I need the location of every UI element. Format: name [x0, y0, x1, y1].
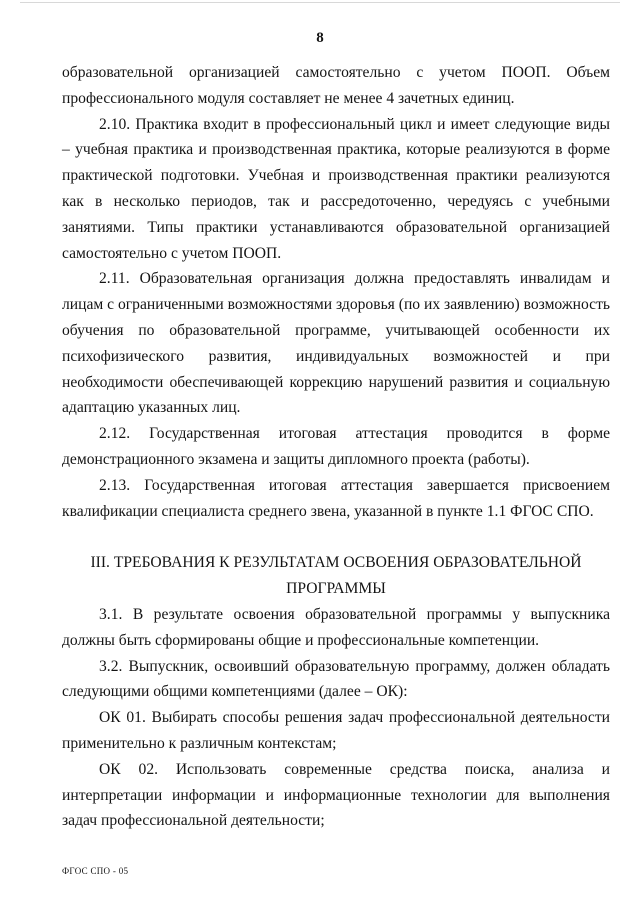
paragraph-continuation: образовательной организацией самостоятельно с учетом ПООП. Объем профессионального модуля составляет не менее 4 зачетных единиц. [62, 64, 610, 107]
section-heading: III. ТРЕБОВАНИЯ К РЕЗУЛЬТАТАМ ОСВОЕНИЯ ОБРАЗОВАТЕЛЬНОЙ ПРОГРАММЫ [90, 554, 582, 598]
paragraph-2-12: 2.12. Государственная итоговая аттестация проводится в форме демонстрационного экзамена и защиты дипломного проекта (работы). [62, 425, 610, 468]
paragraph-2-13: 2.13. Государственная итоговая аттестация завершается присвоением квалификации специалиста среднего звена, указанной в пункте 1.1 ФГОС СПО. [62, 476, 610, 520]
page-number: 8 [316, 30, 324, 46]
paragraph-3-2: 3.2. Выпускник, освоивший образовательную программу, должен обладать следующими общими компетенциями (далее – ОК): [62, 657, 610, 701]
scan-edge-line [20, 2, 620, 3]
paragraph-2-10: 2.10. Практика входит в профессиональный цикл и имеет следующие виды – учебная практика и производственная практика, которые реализуются в форме практической подготовки. Учебная и производственная практики реализуются как в несколько периодов, так и рассредоточенно, чередуясь с учебными занятиями. Типы практики устанавливаются образовательной организацией самостоятельно с учетом ПООП. [62, 115, 610, 262]
paragraph-ok-02: ОК 02. Использовать современные средства поиска, анализа и интерпретации информации и информационные технологии для выполнения задач профессиональной деятельности; [62, 760, 610, 830]
paragraph-ok-01: ОК 01. Выбирать способы решения задач профессиональной деятельности применительно к различным контекстам; [62, 709, 610, 752]
footer-label: ФГОС СПО - 05 [62, 866, 129, 876]
paragraph-3-1: 3.1. В результате освоения образовательной программы у выпускника должны быть сформированы общие и профессиональные компетенции. [62, 605, 610, 649]
document-body [62, 60, 610, 834]
paragraph-2-11: 2.11. Образовательная организация должна предоставлять инвалидам и лицам с ограниченными возможностями здоровья (по их заявлению) возможность обучения по образовательной программе, учитывающей особенности их психофизического развития, индивидуальных возможностей и при необходимости обеспечивающей коррекцию нарушений развития и социальную адаптацию указанных лиц. [62, 270, 610, 417]
